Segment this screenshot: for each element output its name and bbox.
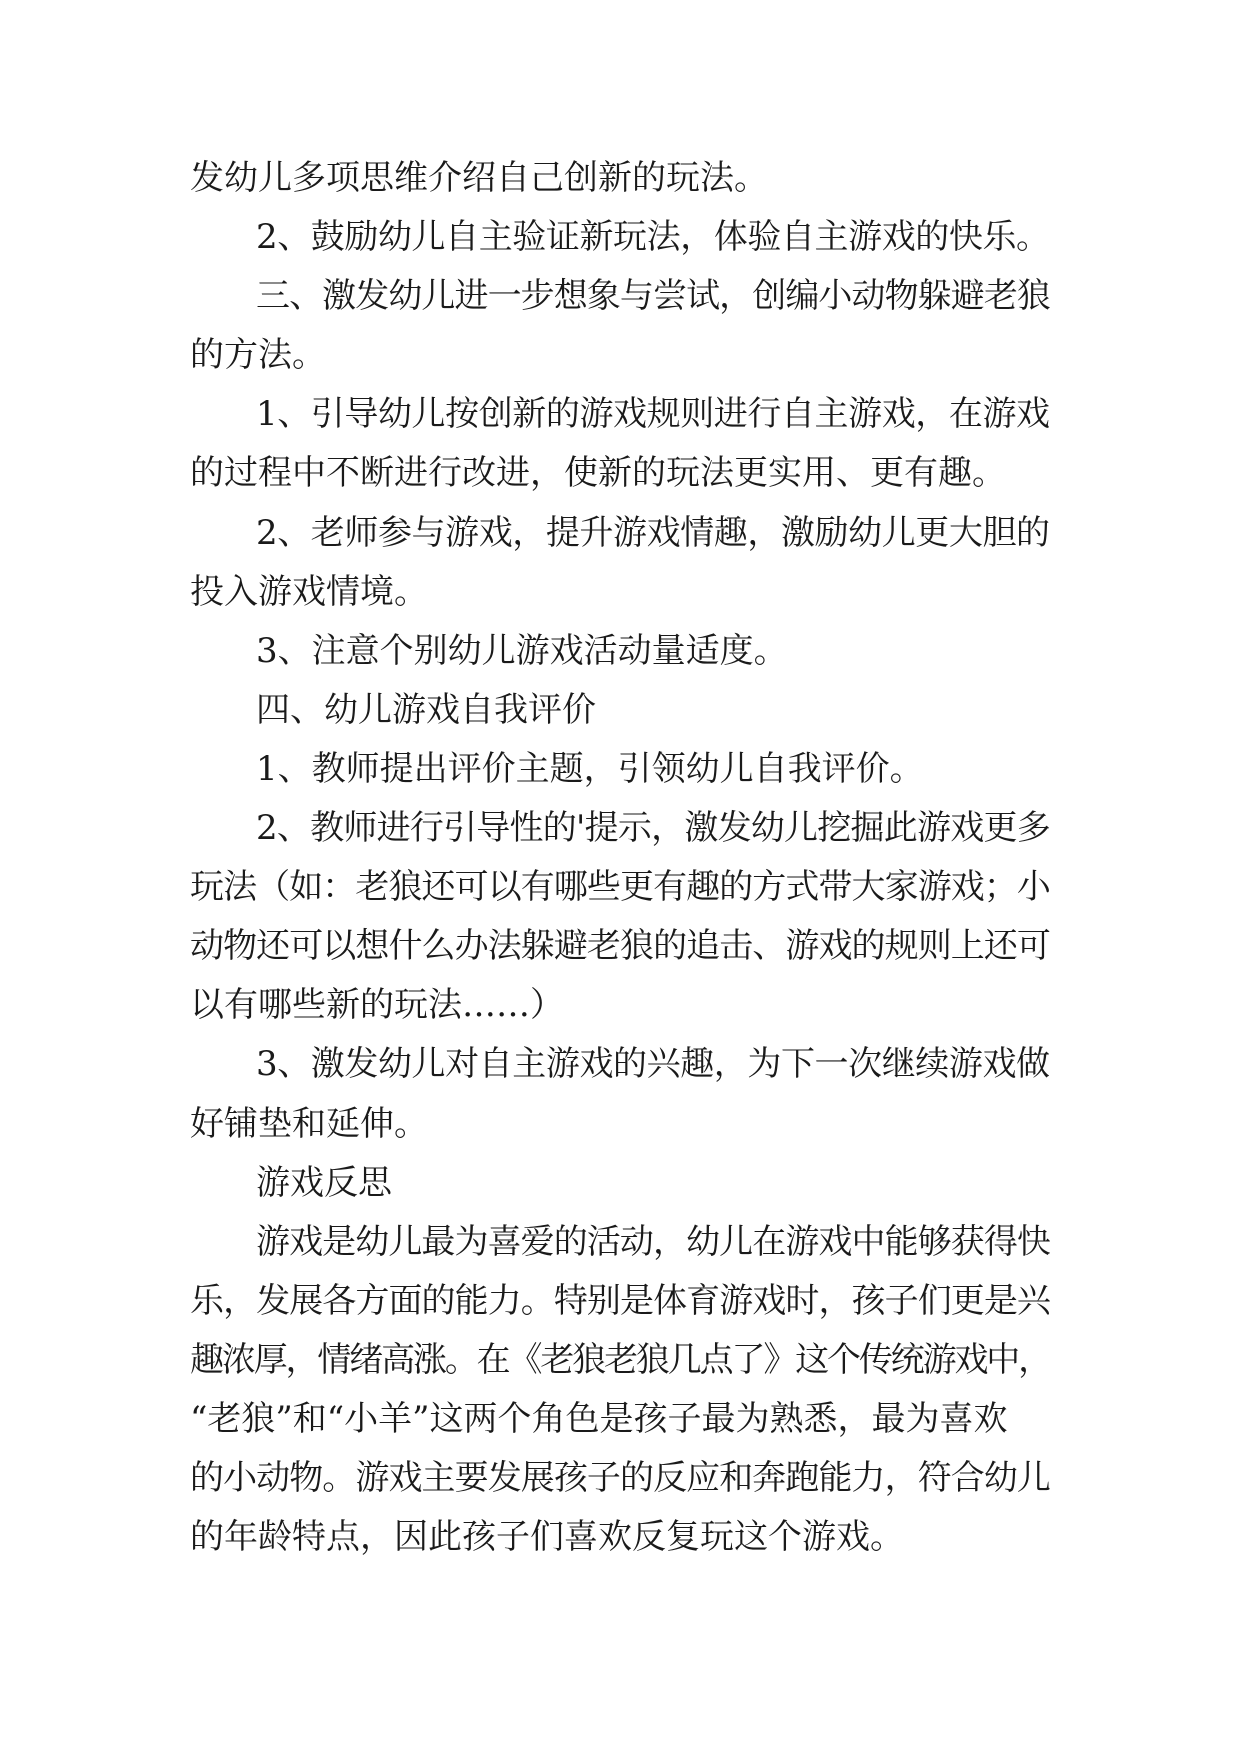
text-line: 游戏是幼儿最为喜爱的活动，幼儿在游戏中能够获得快	[256, 1221, 1050, 1262]
text-line: 乐，发展各方面的能力。特别是体育游戏时，孩子们更是兴	[190, 1280, 1050, 1321]
text-line: 的小动物。游戏主要发展孩子的反应和奔跑能力，符合幼儿	[190, 1458, 1050, 1499]
text-line: 四、幼儿游戏自我评价	[256, 689, 596, 730]
text-line: 2、教师进行引导性的'提示，激发幼儿挖掘此游戏更多	[256, 808, 1050, 849]
text-line: 3、激发幼儿对自主游戏的兴趣，为下一次继续游戏做	[256, 1044, 1050, 1085]
text-line: 投入游戏情境。	[190, 571, 428, 612]
text-line: 2、老师参与游戏，提升游戏情趣，激励幼儿更大胆的	[256, 512, 1050, 553]
text-line: 1、教师提出评价主题，引领幼儿自我评价。	[256, 748, 924, 789]
text-line: 的过程中不断进行改进，使新的玩法更实用、更有趣。	[190, 453, 1006, 494]
text-line: 的年龄特点，因此孩子们喜欢反复玩这个游戏。	[190, 1517, 904, 1558]
text-line: 3、注意个别幼儿游戏活动量适度。	[256, 630, 788, 671]
text-line: 三、激发幼儿进一步想象与尝试，创编小动物躲避老狼	[256, 276, 1050, 317]
text-line: 2、鼓励幼儿自主验证新玩法，体验自主游戏的快乐。	[256, 217, 1050, 258]
text-line: 以有哪些新的玩法……）	[190, 985, 564, 1026]
text-line: 的方法。	[190, 335, 326, 376]
text-line: 游戏反思	[256, 1162, 392, 1203]
text-line: 趣浓厚，情绪高涨。在《老狼老狼几点了》这个传统游戏中，	[190, 1339, 1050, 1380]
text-line: 动物还可以想什么办法躲避老狼的追击、游戏的规则上还可	[190, 926, 1050, 967]
text-line: “老狼”和“小羊”这两个角色是孩子最为熟悉，最为喜欢	[190, 1398, 1008, 1439]
text-line: 发幼儿多项思维介绍自己创新的玩法。	[190, 158, 768, 198]
text-line: 好铺垫和延伸。	[190, 1103, 428, 1144]
text-line: 1、引导幼儿按创新的游戏规则进行自主游戏，在游戏	[256, 394, 1050, 435]
body-text	[190, 158, 1050, 1576]
text-line: 玩法（如：老狼还可以有哪些更有趣的方式带大家游戏；小	[190, 867, 1050, 908]
